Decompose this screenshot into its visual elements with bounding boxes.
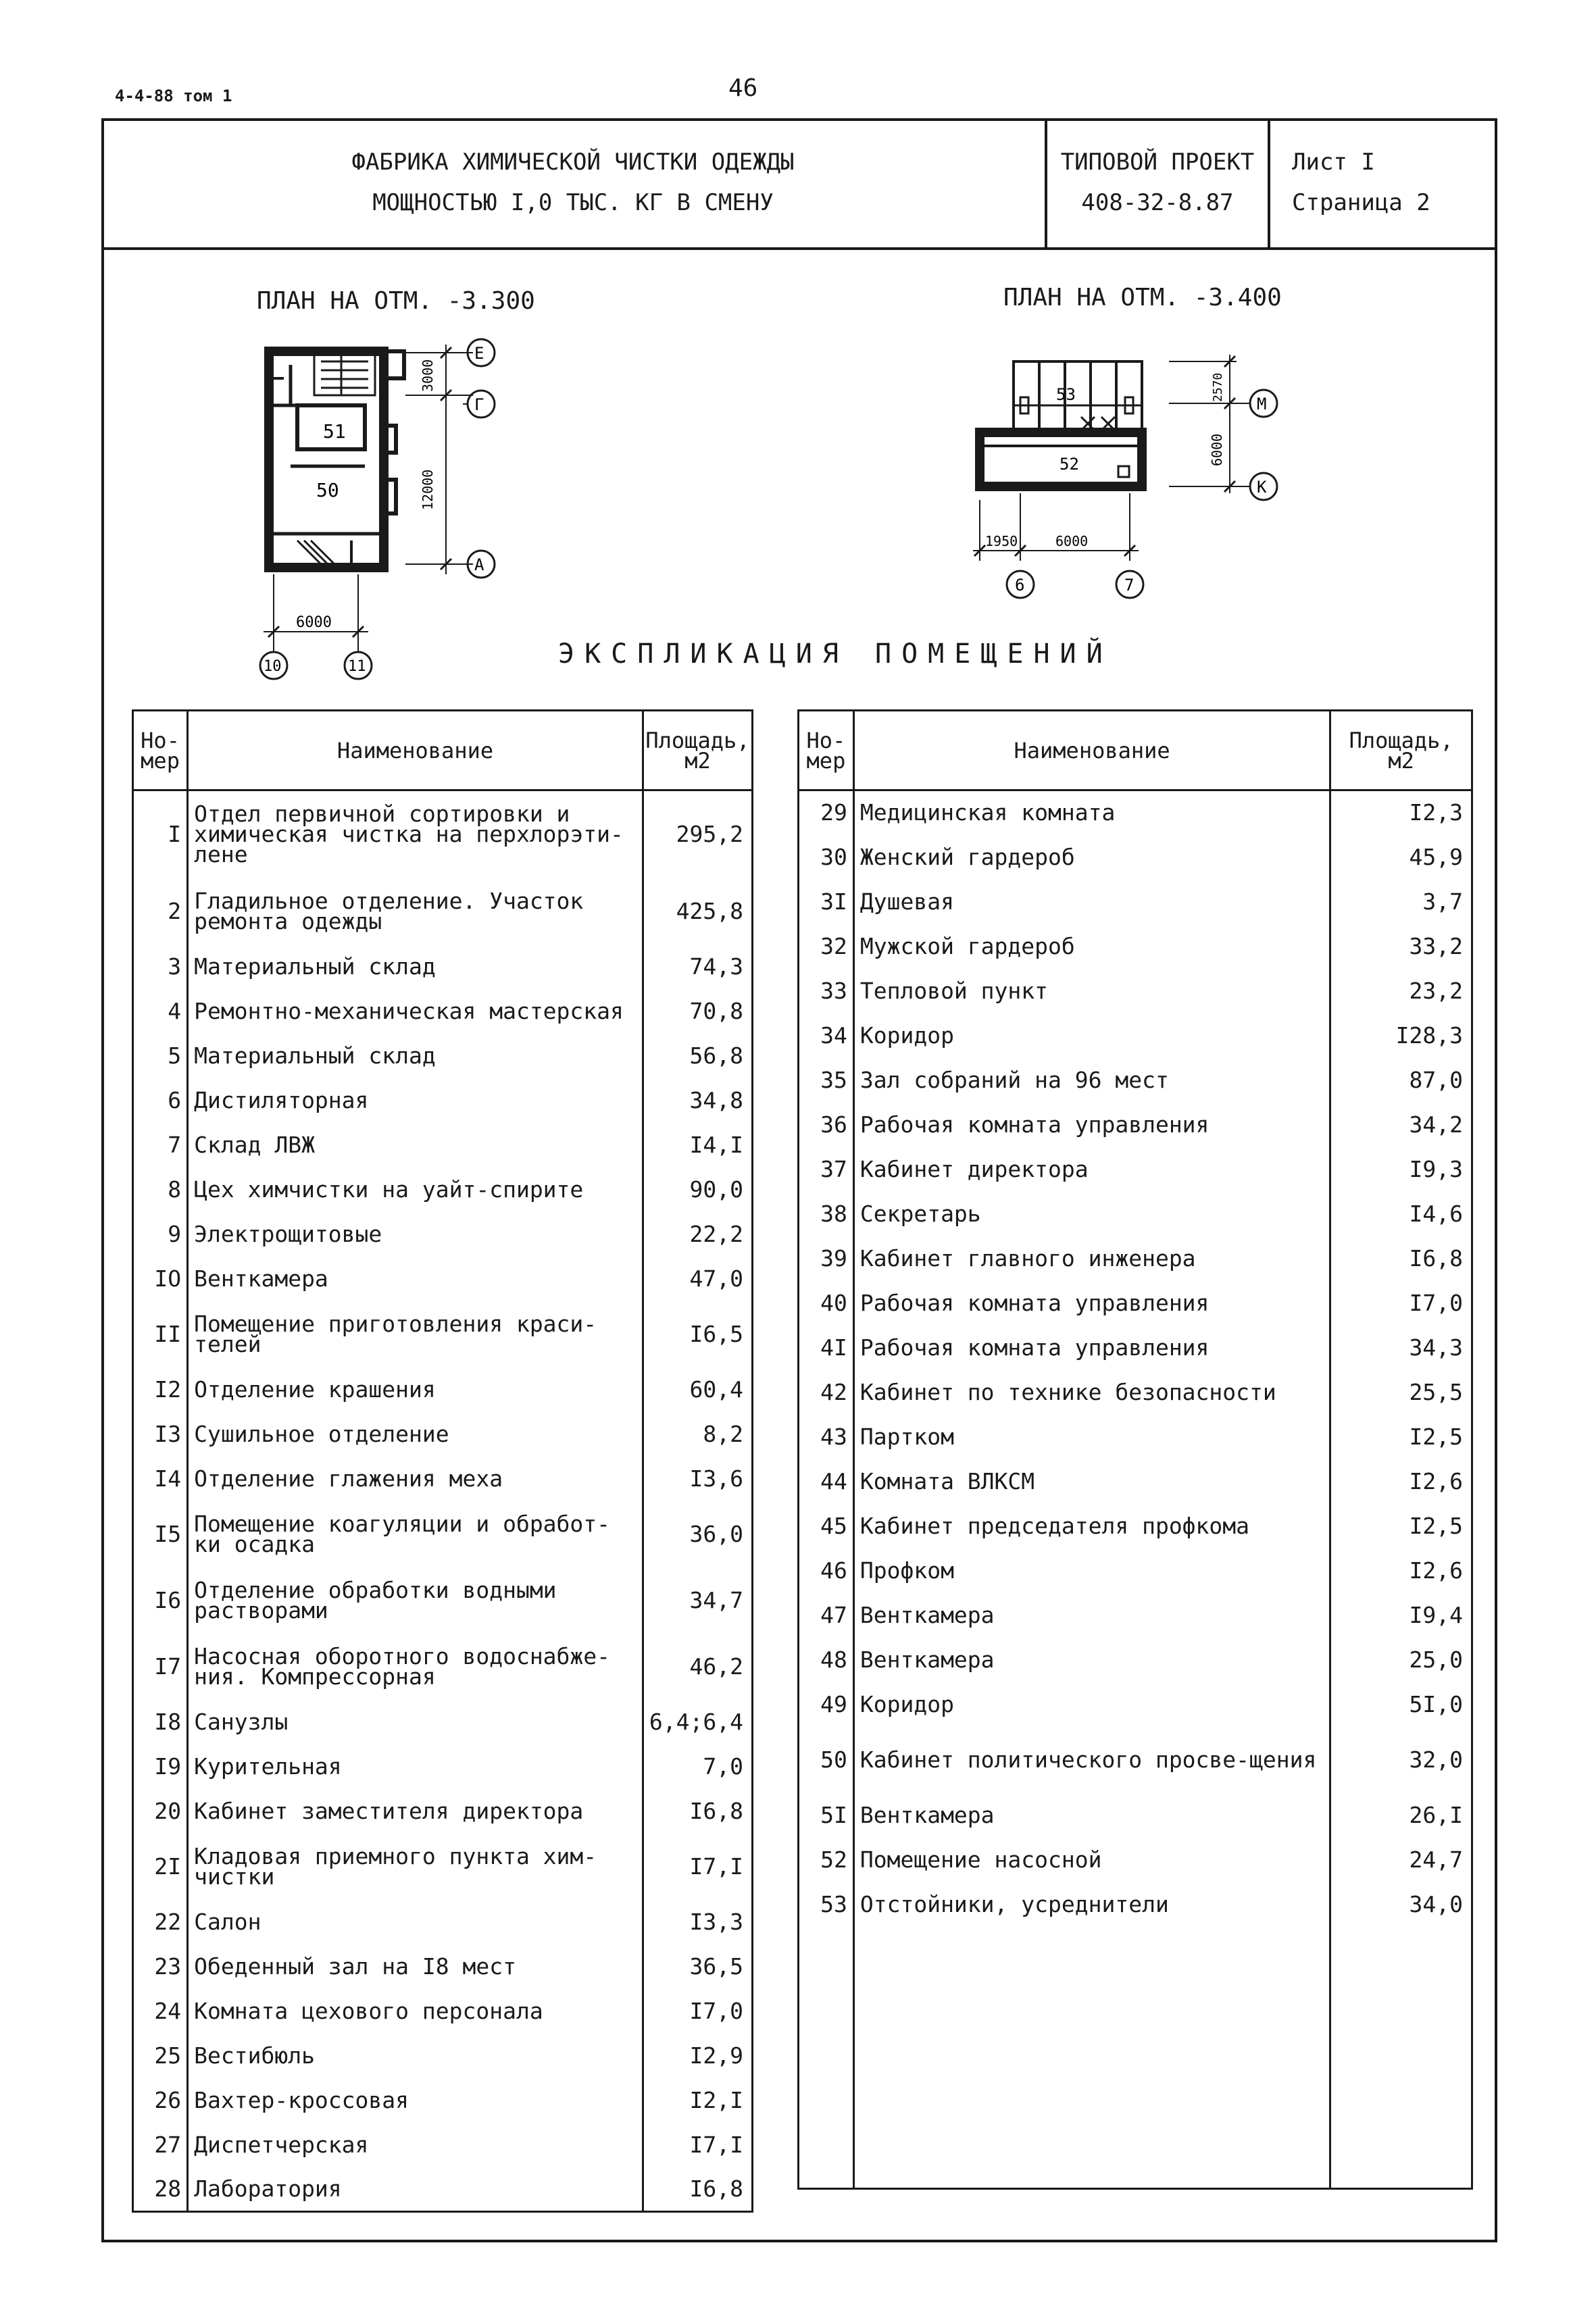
- room-name: Гладильное отделение. Участок ремонта одежды: [188, 878, 643, 945]
- room-number: 43: [799, 1415, 854, 1459]
- room-area: 24,7: [1330, 1838, 1472, 1882]
- room-number: 2I: [133, 1834, 188, 1900]
- room-name: Рабочая комната управления: [853, 1103, 1330, 1147]
- room-name: Женский гардероб: [853, 835, 1330, 880]
- right-plan-dim-left: 1950: [985, 533, 1018, 549]
- room-number: 5I: [799, 1793, 854, 1838]
- project-type: ТИПОВОЙ ПРОЕКТ: [1060, 149, 1255, 176]
- room-area: 70,8: [643, 989, 752, 1034]
- room-area: 32,0: [1330, 1727, 1472, 1793]
- column-header-name: Наименование: [188, 711, 643, 790]
- room-name: Лаборатория: [188, 2167, 643, 2212]
- room-number: 32: [799, 924, 854, 969]
- room-number: II: [133, 1301, 188, 1367]
- room-area: 425,8: [643, 878, 752, 945]
- room-number: I: [133, 790, 188, 878]
- room-name: Рабочая комната управления: [853, 1326, 1330, 1370]
- table-row: [133, 1900, 753, 1944]
- room-number: I8: [133, 1700, 188, 1744]
- room-area: I7,0: [643, 1989, 752, 2034]
- room-name: Склад ЛВЖ: [188, 1123, 643, 1167]
- table-row: [799, 1103, 1472, 1147]
- room-number: 44: [799, 1459, 854, 1504]
- axis-label-7: 7: [1124, 576, 1134, 595]
- room-number: I3: [133, 1412, 188, 1457]
- table-row: [133, 1123, 753, 1167]
- room-name: Тепловой пункт: [853, 969, 1330, 1013]
- room-number: 9: [133, 1212, 188, 1257]
- page-label: Страница 2: [1292, 189, 1430, 216]
- room-number: 30: [799, 835, 854, 880]
- room-name: Санузлы: [188, 1700, 643, 1744]
- axis-label-11: 11: [348, 658, 366, 675]
- room-number: 35: [799, 1058, 854, 1103]
- table-row: [799, 1682, 1472, 1727]
- room-area: I3,6: [643, 1457, 752, 1501]
- room-area: I7,I: [643, 1834, 752, 1900]
- table-row: [799, 1459, 1472, 1504]
- room-area: 25,5: [1330, 1370, 1472, 1415]
- document-code: 4-4-88 том 1: [115, 86, 232, 105]
- room-area: 34,2: [1330, 1103, 1472, 1147]
- room-name: Помещение насосной: [853, 1838, 1330, 1882]
- table-row: [133, 1034, 753, 1078]
- room-name: Отделение глажения меха: [188, 1457, 643, 1501]
- room-area: 47,0: [643, 1257, 752, 1301]
- room-number: 40: [799, 1281, 854, 1326]
- room-area: 36,5: [643, 1944, 752, 1989]
- room-area: I4,I: [643, 1123, 752, 1167]
- axis-label-a: А: [474, 555, 484, 574]
- table-row: [799, 1326, 1472, 1370]
- room-number: 33: [799, 969, 854, 1013]
- room-name: Отделение крашения: [188, 1367, 643, 1412]
- table-row: [799, 1882, 1472, 1927]
- explication-title: ЭКСПЛИКАЦИЯ ПОМЕЩЕНИЙ: [558, 638, 1113, 670]
- room-name: Кабинет политического просве-щения: [853, 1727, 1330, 1793]
- project-number: 408-32-8.87: [1081, 189, 1234, 216]
- room-number: 7: [133, 1123, 188, 1167]
- table-row: [133, 1501, 753, 1567]
- table-row: [133, 2123, 753, 2167]
- room-area: 7,0: [643, 1744, 752, 1789]
- room-number: I6: [133, 1567, 188, 1634]
- room-area: 23,2: [1330, 969, 1472, 1013]
- room-number: I4: [133, 1457, 188, 1501]
- room-name: Дистиляторная: [188, 1078, 643, 1123]
- room-number: 29: [799, 790, 854, 835]
- table-row: [799, 1370, 1472, 1415]
- empty-cell: [799, 1927, 854, 2189]
- column-header-name: Наименование: [853, 711, 1330, 790]
- room-number: 5: [133, 1034, 188, 1078]
- axis-label-k: К: [1257, 478, 1267, 497]
- room-name: Отдел первичной сортировки и химическая чистка на перхлорэти-лене: [188, 790, 643, 878]
- table-row: [133, 1212, 753, 1257]
- table-row: [133, 2078, 753, 2123]
- table-row: [133, 1567, 753, 1634]
- room-number: 49: [799, 1682, 854, 1727]
- left-plan-title: ПЛАН НА ОТМ. -3.300: [257, 287, 535, 315]
- room-name: Профком: [853, 1549, 1330, 1593]
- room-area: 22,2: [643, 1212, 752, 1257]
- empty-cell: [853, 1927, 1330, 2189]
- room-area: I2,6: [1330, 1549, 1472, 1593]
- room-area: I9,3: [1330, 1147, 1472, 1192]
- right-plan-dim-width: 6000: [1055, 533, 1089, 549]
- table-row: [133, 1834, 753, 1900]
- table-row: [799, 1058, 1472, 1103]
- rooms-table-left: [132, 709, 753, 2213]
- table-row: [133, 2167, 753, 2212]
- table-row: [133, 2034, 753, 2078]
- room-area: I2,6: [1330, 1459, 1472, 1504]
- table-row: [799, 1281, 1472, 1326]
- room-area: I2,3: [1330, 790, 1472, 835]
- left-plan-dim-width: 6000: [296, 614, 332, 631]
- room-area: 36,0: [643, 1501, 752, 1567]
- room-number: IO: [133, 1257, 188, 1301]
- left-plan-dim-top: 3000: [420, 359, 436, 392]
- room-number: 25: [133, 2034, 188, 2078]
- table-row: [799, 1549, 1472, 1593]
- room-number: 8: [133, 1167, 188, 1212]
- room-name: Материальный склад: [188, 945, 643, 989]
- room-name: Венткамера: [853, 1793, 1330, 1838]
- table-row: [133, 1789, 753, 1834]
- room-area: 34,7: [643, 1567, 752, 1634]
- room-area: I28,3: [1330, 1013, 1472, 1058]
- room-area: 25,0: [1330, 1638, 1472, 1682]
- table-row: [133, 989, 753, 1034]
- room-number: 50: [799, 1727, 854, 1793]
- column-header-number: Но- мер: [799, 711, 854, 790]
- right-plan-room-52: 52: [1059, 455, 1079, 474]
- table-row: [133, 1367, 753, 1412]
- right-plan-dim-main: 6000: [1209, 433, 1225, 466]
- room-name: Венткамера: [853, 1638, 1330, 1682]
- table-row: [799, 1793, 1472, 1838]
- drawing-name-line1: ФАБРИКА ХИМИЧЕСКОЙ ЧИСТКИ ОДЕЖДЫ: [351, 149, 795, 176]
- table-row: [799, 1838, 1472, 1882]
- table-row: [799, 924, 1472, 969]
- room-name: Кабинет директора: [853, 1147, 1330, 1192]
- table-row: [799, 1593, 1472, 1638]
- room-name: Цех химчистки на уайт-спирите: [188, 1167, 643, 1212]
- column-header-number: Но- мер: [133, 711, 188, 790]
- room-name: Вестибюль: [188, 2034, 643, 2078]
- table-row: [133, 1944, 753, 1989]
- room-area: 46,2: [643, 1634, 752, 1700]
- room-area: I2,5: [1330, 1415, 1472, 1459]
- axis-label-m: М: [1257, 395, 1267, 413]
- room-area: I4,6: [1330, 1192, 1472, 1236]
- table-row: [133, 1989, 753, 2034]
- table-row: [133, 790, 753, 878]
- room-area: 34,8: [643, 1078, 752, 1123]
- left-floor-plan: [0, 0, 1596, 709]
- room-number: 22: [133, 1900, 188, 1944]
- table-row: [799, 835, 1472, 880]
- room-area: 74,3: [643, 945, 752, 989]
- room-name: Вахтер-кроссовая: [188, 2078, 643, 2123]
- room-name: Помещение коагуляции и обработ-ки осадка: [188, 1501, 643, 1567]
- left-plan-room-51: 51: [323, 420, 346, 443]
- room-name: Курительная: [188, 1744, 643, 1789]
- room-name: Мужской гардероб: [853, 924, 1330, 969]
- room-area: 34,0: [1330, 1882, 1472, 1927]
- rooms-table-right: [797, 709, 1473, 2190]
- axis-label-e: Е: [474, 344, 484, 363]
- table-row: [799, 1638, 1472, 1682]
- table-filler-row: [799, 1927, 1472, 2189]
- room-area: 295,2: [643, 790, 752, 878]
- room-number: 42: [799, 1370, 854, 1415]
- room-number: 27: [133, 2123, 188, 2167]
- room-name: Кладовая приемного пункта хим-чистки: [188, 1834, 643, 1900]
- empty-cell: [1330, 1927, 1472, 2189]
- axis-label-10: 10: [264, 658, 282, 675]
- room-name: Кабинет главного инженера: [853, 1236, 1330, 1281]
- room-area: 8,2: [643, 1412, 752, 1457]
- table-row: [133, 1700, 753, 1744]
- left-plan-dim-main: 12000: [420, 469, 436, 510]
- column-header-area: Площадь, м2: [1330, 711, 1472, 790]
- table-row: [133, 1744, 753, 1789]
- room-area: 34,3: [1330, 1326, 1472, 1370]
- room-name: Помещение приготовления краси-телей: [188, 1301, 643, 1367]
- room-number: 20: [133, 1789, 188, 1834]
- room-area: I2,I: [643, 2078, 752, 2123]
- room-number: 36: [799, 1103, 854, 1147]
- room-number: 4I: [799, 1326, 854, 1370]
- room-name: Кабинет председателя профкома: [853, 1504, 1330, 1549]
- room-name: Материальный склад: [188, 1034, 643, 1078]
- room-area: 90,0: [643, 1167, 752, 1212]
- room-name: Партком: [853, 1415, 1330, 1459]
- sheet-number: Лист I: [1292, 149, 1375, 176]
- axis-label-6: 6: [1015, 576, 1025, 595]
- room-number: I2: [133, 1367, 188, 1412]
- room-number: 24: [133, 1989, 188, 2034]
- room-name: Зал собраний на 96 мест: [853, 1058, 1330, 1103]
- room-number: I7: [133, 1634, 188, 1700]
- room-area: I6,8: [1330, 1236, 1472, 1281]
- room-area: 60,4: [643, 1367, 752, 1412]
- room-number: 38: [799, 1192, 854, 1236]
- room-number: 39: [799, 1236, 854, 1281]
- room-number: 53: [799, 1882, 854, 1927]
- table-row: [799, 1504, 1472, 1549]
- room-name: Электрощитовые: [188, 1212, 643, 1257]
- room-name: Комната цехового персонала: [188, 1989, 643, 2034]
- room-number: I9: [133, 1744, 188, 1789]
- room-name: Ремонтно-механическая мастерская: [188, 989, 643, 1034]
- room-number: 4: [133, 989, 188, 1034]
- room-name: Венткамера: [853, 1593, 1330, 1638]
- room-name: Коридор: [853, 1682, 1330, 1727]
- column-header-area: Площадь, м2: [643, 711, 752, 790]
- drawing-name-line2: МОЩНОСТЬЮ I,0 ТЫС. КГ В СМЕНУ: [372, 189, 774, 216]
- room-area: 5I,0: [1330, 1682, 1472, 1727]
- room-area: 3,7: [1330, 880, 1472, 924]
- right-plan-dim-top: 2570: [1211, 372, 1225, 402]
- room-number: 45: [799, 1504, 854, 1549]
- room-number: 6: [133, 1078, 188, 1123]
- table-row: [133, 1301, 753, 1367]
- page-number: 46: [728, 74, 758, 102]
- room-name: Медицинская комната: [853, 790, 1330, 835]
- table-row: [799, 1236, 1472, 1281]
- room-area: I6,8: [643, 1789, 752, 1834]
- table-row: [799, 1013, 1472, 1058]
- room-number: 47: [799, 1593, 854, 1638]
- table-row: [133, 1167, 753, 1212]
- room-number: 26: [133, 2078, 188, 2123]
- room-area: 87,0: [1330, 1058, 1472, 1103]
- table-row: [799, 880, 1472, 924]
- room-name: Диспетчерская: [188, 2123, 643, 2167]
- room-area: 56,8: [643, 1034, 752, 1078]
- table-row: [133, 1078, 753, 1123]
- table-row: [133, 945, 753, 989]
- room-number: 2: [133, 878, 188, 945]
- table-row: [799, 1147, 1472, 1192]
- room-area: I6,8: [643, 2167, 752, 2212]
- room-name: Обеденный зал на I8 мест: [188, 1944, 643, 1989]
- room-area: 6,4;6,4: [643, 1700, 752, 1744]
- room-area: I9,4: [1330, 1593, 1472, 1638]
- room-area: 45,9: [1330, 835, 1472, 880]
- room-area: I2,9: [643, 2034, 752, 2078]
- room-number: 28: [133, 2167, 188, 2212]
- table-row: [133, 1634, 753, 1700]
- left-plan-room-50: 50: [316, 479, 339, 501]
- table-row: [799, 1727, 1472, 1793]
- room-number: I5: [133, 1501, 188, 1567]
- room-number: 23: [133, 1944, 188, 1989]
- room-name: Душевая: [853, 880, 1330, 924]
- axis-label-g: Г: [474, 395, 484, 414]
- room-number: 3I: [799, 880, 854, 924]
- room-number: 37: [799, 1147, 854, 1192]
- room-name: Кабинет по технике безопасности: [853, 1370, 1330, 1415]
- room-area: 33,2: [1330, 924, 1472, 969]
- room-number: 52: [799, 1838, 854, 1882]
- room-area: I7,0: [1330, 1281, 1472, 1326]
- table-row: [799, 1192, 1472, 1236]
- right-plan-title: ПЛАН НА ОТМ. -3.400: [1003, 284, 1282, 311]
- table-row: [799, 969, 1472, 1013]
- room-name: Насосная оборотного водоснабже-ния. Компрессорная: [188, 1634, 643, 1700]
- table-row: [133, 1412, 753, 1457]
- table-row: [799, 790, 1472, 835]
- table-row: [799, 1415, 1472, 1459]
- room-name: Салон: [188, 1900, 643, 1944]
- room-number: 46: [799, 1549, 854, 1593]
- table-row: [133, 878, 753, 945]
- room-area: I3,3: [643, 1900, 752, 1944]
- room-area: I2,5: [1330, 1504, 1472, 1549]
- room-name: Отстойники, усреднители: [853, 1882, 1330, 1927]
- room-number: 3: [133, 945, 188, 989]
- room-number: 34: [799, 1013, 854, 1058]
- table-row: [133, 1457, 753, 1501]
- room-area: I6,5: [643, 1301, 752, 1367]
- room-name: Сушильное отделение: [188, 1412, 643, 1457]
- room-name: Отделение обработки водными растворами: [188, 1567, 643, 1634]
- room-name: Комната ВЛКСМ: [853, 1459, 1330, 1504]
- room-name: Венткамера: [188, 1257, 643, 1301]
- room-name: Кабинет заместителя директора: [188, 1789, 643, 1834]
- room-area: I7,I: [643, 2123, 752, 2167]
- table-row: [133, 1257, 753, 1301]
- room-name: Секретарь: [853, 1192, 1330, 1236]
- right-plan-room-53: 53: [1056, 385, 1076, 404]
- room-number: 48: [799, 1638, 854, 1682]
- room-name: Рабочая комната управления: [853, 1281, 1330, 1326]
- room-area: 26,I: [1330, 1793, 1472, 1838]
- room-name: Коридор: [853, 1013, 1330, 1058]
